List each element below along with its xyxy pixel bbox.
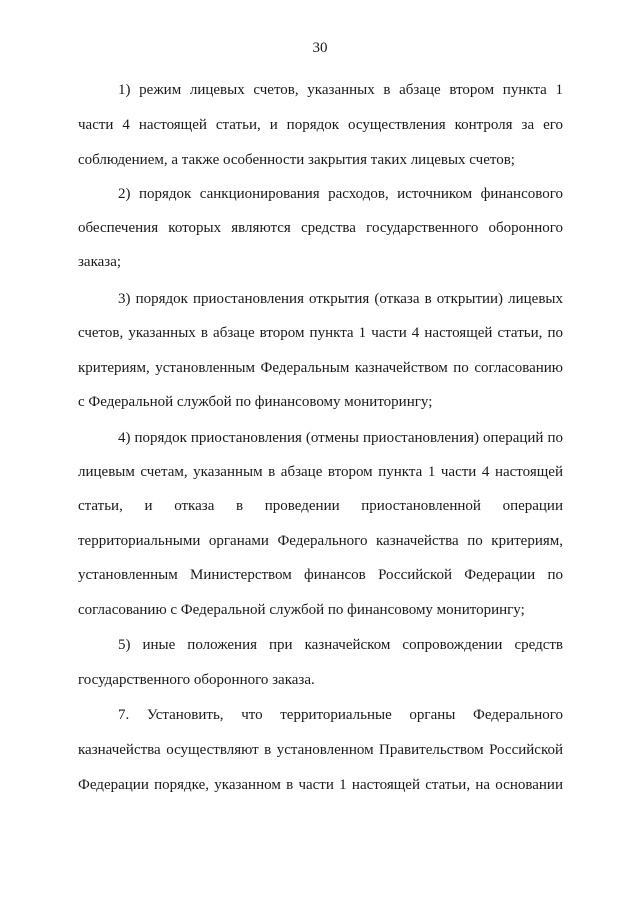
text-line: соблюдением, а также особенности закрытия таких лицевых счетов; (78, 152, 515, 168)
text-line: Федерации порядке, указанном в части 1 настоящей статьи, на основании (78, 777, 563, 793)
text-line: установленным Министерством финансов Российской Федерации по (78, 567, 563, 583)
text-line: критериям, установленным Федеральным казначейством по согласованию (78, 360, 563, 376)
text-line: заказа; (78, 254, 122, 270)
text-line: 7. Установить, что территориальные органы Федерального (118, 707, 563, 723)
text-line: государственного оборонного заказа. (78, 672, 315, 688)
text-line: обеспечения которых являются средства государственного оборонного (78, 220, 563, 236)
text-line: 2) порядок санкционирования расходов, источником финансового (118, 186, 563, 202)
text-line: согласованию с Федеральной службой по финансовому мониторингу; (78, 602, 525, 618)
text-line: счетов, указанных в абзаце втором пункта 1 части 4 настоящей статьи, по (78, 325, 563, 341)
text-line: лицевым счетам, указанным в абзаце втором пункта 1 части 4 настоящей (78, 464, 563, 480)
page-number: 30 (312, 40, 328, 56)
text-line: 1) режим лицевых счетов, указанных в абзаце втором пункта 1 (118, 82, 563, 98)
text-line: статьи, и отказа в проведении приостановленной операции (78, 498, 563, 514)
text-line: казначейства осуществляют в установленном Правительством Российской (78, 742, 563, 758)
text-line: 4) порядок приостановления (отмены приостановления) операций по (118, 430, 563, 446)
text-line: территориальными органами Федерального казначейства по критериям, (78, 533, 563, 549)
text-line: с Федеральной службой по финансовому мониторингу; (78, 394, 433, 410)
text-line: 3) порядок приостановления открытия (отказа в открытии) лицевых (118, 291, 563, 307)
text-line: 5) иные положения при казначейском сопровождении средств (118, 637, 563, 653)
text-line: части 4 настоящей статьи, и порядок осуществления контроля за его (78, 117, 563, 133)
